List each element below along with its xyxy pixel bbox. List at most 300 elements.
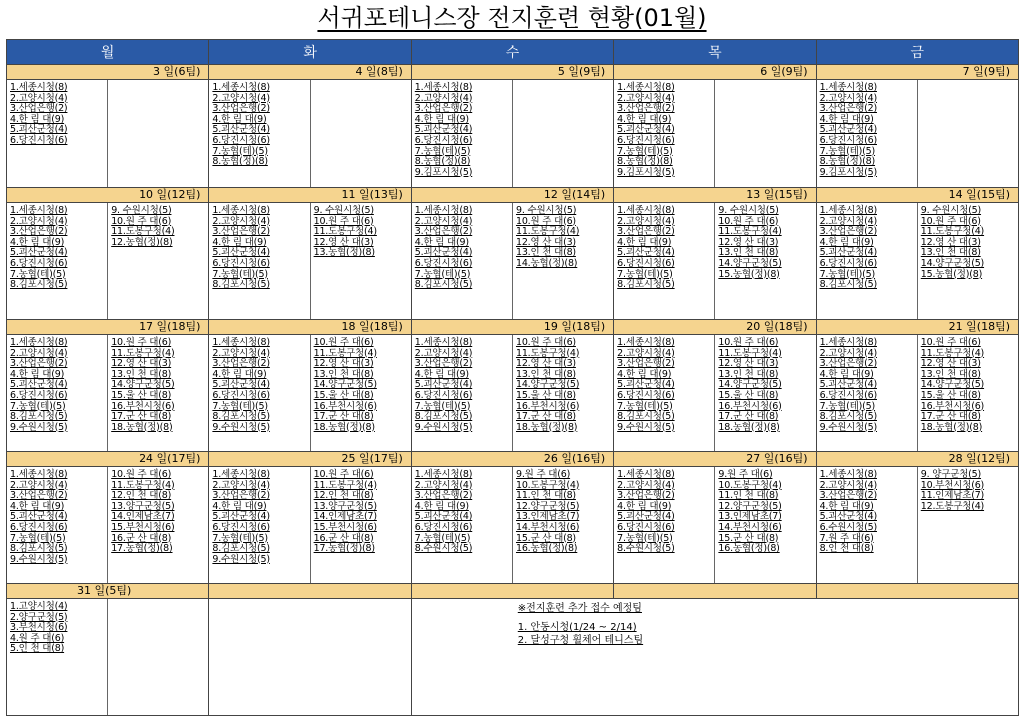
team-entry: 14.양구군청(5) — [718, 257, 782, 269]
day-cell — [7, 80, 209, 188]
team-entry: 18.농협(정)(8) — [920, 421, 983, 433]
team-entry: 8.김포시청(5) — [414, 411, 473, 423]
team-entry: 1.세종시청(8) — [414, 469, 473, 480]
team-entry: 14.인제남초(7) — [111, 511, 175, 523]
team-entry: 10.원 주 대(6) — [920, 215, 981, 227]
team-list-right — [715, 203, 815, 319]
team-entry: 1.세종시청(8) — [212, 337, 270, 348]
date-header-row — [7, 188, 1019, 203]
notice-block — [510, 599, 1018, 647]
notice-title: ※전지훈련 추가 접수 예정팀 — [517, 603, 642, 614]
team-entry: 16.농협(정)(8) — [718, 543, 780, 555]
team-entry: 1.세종시청(8) — [414, 205, 473, 216]
team-entry: 2.고양시청(4) — [10, 215, 68, 227]
team-entry: 15.울 산 대(8) — [111, 389, 172, 401]
team-entry: 7.농협(테)(5) — [819, 400, 876, 412]
team-entry: 9.수원시청(5) — [10, 421, 68, 433]
team-entry: 11.인 천 대(8) — [718, 490, 779, 502]
team-entry: 5.괴산군청(4) — [819, 379, 877, 391]
team-entry: 8.농협(정)(8) — [819, 156, 876, 168]
team-entry: 14.양구군청(5) — [111, 379, 175, 391]
team-entry: 10.도봉구청(4) — [718, 479, 782, 491]
day-cell — [614, 335, 816, 452]
team-entry: 2.고양시청(4) — [617, 92, 675, 104]
team-entry: 4.한 림 대(9) — [617, 500, 672, 512]
team-entry: 3.산업은행(2) — [617, 226, 675, 238]
team-entry: 12.양구군청(5) — [718, 500, 782, 512]
team-entry: 8.인 천 대(8) — [819, 543, 874, 555]
team-entry: 5.괴산군청(4) — [10, 379, 68, 391]
team-list-right — [918, 467, 1018, 583]
team-entry: 14.양구군청(5) — [313, 379, 377, 391]
date-header-row — [7, 584, 1019, 599]
teams-row — [7, 80, 1019, 188]
team-entry: 3.산업은행(2) — [10, 226, 68, 238]
day-date-label: 6 일(9팀) — [614, 65, 816, 80]
day-cell — [209, 80, 411, 188]
team-list-right — [108, 335, 208, 451]
team-entry: 13.인 천 대(8) — [313, 368, 374, 380]
day-cell — [411, 335, 613, 452]
team-entry: 4.한 림 대(9) — [617, 113, 672, 125]
team-entry: 4.한 림 대(9) — [414, 368, 469, 380]
team-entry: 4.한 림 대(9) — [10, 236, 65, 248]
teams-row — [7, 467, 1019, 584]
empty-date-label — [614, 584, 816, 599]
team-entry: 17.농협(정)(8) — [313, 543, 375, 555]
day-date-label: 11 일(13팀) — [209, 188, 411, 203]
team-entry: 1.세종시청(8) — [819, 82, 877, 93]
team-entry: 8.농협(정)(8) — [414, 156, 471, 168]
team-entry: 12.농협(정)(8) — [111, 236, 173, 248]
team-entry: 6.당진시청(6) — [414, 521, 473, 533]
team-list-left — [817, 203, 918, 319]
team-entry: 6.당진시청(6) — [414, 257, 473, 269]
team-entry: 15.울 산 대(8) — [920, 389, 981, 401]
team-entry: 3.산업은행(2) — [617, 358, 675, 370]
team-entry: 12.영 산 대(3) — [313, 358, 374, 370]
team-entry: 11.도봉구청(4) — [313, 479, 377, 491]
team-entry: 4.한 림 대(9) — [819, 236, 874, 248]
team-entry: 1.세종시청(8) — [414, 337, 473, 348]
team-entry: 4.한 림 대(9) — [819, 500, 874, 512]
team-list-left — [209, 80, 310, 187]
day-cell — [209, 335, 411, 452]
team-list-right — [513, 203, 613, 319]
team-entry: 15.부천시청(6) — [313, 521, 377, 533]
team-entry: 13.농협(정)(8) — [313, 247, 375, 259]
team-entry: 16.부천시청(6) — [111, 400, 175, 412]
team-entry: 2.고양시청(4) — [617, 215, 675, 227]
weekday-header: 금 — [816, 40, 1018, 65]
team-entry: 2.고양시청(4) — [10, 347, 68, 359]
empty-day-cell — [209, 599, 411, 716]
team-entry: 9.수원시청(5) — [819, 421, 877, 433]
team-entry: 2.고양시청(4) — [212, 92, 270, 104]
team-entry: 15.울 산 대(8) — [718, 389, 779, 401]
team-entry: 3.산업은행(2) — [212, 226, 270, 238]
empty-date-label — [816, 584, 1018, 599]
team-entry: 5.괴산군청(4) — [414, 511, 473, 523]
team-entry: 15.군 산 대(8) — [718, 532, 779, 544]
team-entry: 5.괴산군청(4) — [819, 247, 877, 259]
team-entry: 3.산업은행(2) — [414, 103, 473, 115]
team-entry: 7.농협(테)(5) — [414, 400, 471, 412]
team-entry: 12.도봉구청(4) — [920, 500, 985, 512]
team-entry: 6.당진시청(6) — [617, 521, 675, 533]
team-entry: 4.한 림 대(9) — [819, 368, 874, 380]
team-entry: 7.농협(테)(5) — [617, 268, 673, 280]
day-date-label: 13 일(15팀) — [614, 188, 816, 203]
team-entry: 1.세종시청(8) — [212, 205, 270, 216]
team-entry: 6.당진시청(6) — [10, 134, 68, 146]
team-entry: 9.수원시청(5) — [212, 553, 270, 565]
team-entry: 4.한 림 대(9) — [212, 500, 267, 512]
day-date-label: 19 일(18팀) — [411, 320, 613, 335]
team-entry: 3.산업은행(2) — [414, 358, 473, 370]
teams-row — [7, 335, 1019, 452]
team-entry: 12.영 산 대(3) — [718, 236, 779, 248]
team-entry: 7.농협(테)(5) — [10, 400, 66, 412]
team-entry: 11.인제남초(7) — [920, 490, 985, 502]
team-list-right — [108, 80, 208, 187]
team-entry: 18.농협(정)(8) — [111, 421, 173, 433]
team-list-left — [614, 80, 715, 187]
team-entry: 7.농협(테)(5) — [414, 145, 471, 157]
team-entry: 13.인제남초(7) — [718, 511, 782, 523]
team-list-left — [412, 467, 513, 583]
team-entry: 14.양구군청(5) — [718, 379, 782, 391]
team-entry: 1.세종시청(8) — [212, 82, 270, 93]
day-cell — [816, 203, 1018, 320]
day-cell — [816, 335, 1018, 452]
team-entry: 6.당진시청(6) — [212, 389, 270, 401]
team-entry: 5.괴산군청(4) — [212, 247, 270, 259]
team-entry: 7.농협(테)(5) — [819, 268, 876, 280]
page-title: 서귀포테니스장 전지훈련 현황(01월) — [317, 4, 707, 32]
day-date-label: 27 일(16팀) — [614, 452, 816, 467]
day-cell — [209, 203, 411, 320]
team-entry: 9.원 주 대(6) — [718, 469, 773, 480]
day-date-label: 5 일(9팀) — [411, 65, 613, 80]
team-entry: 13.인 천 대(8) — [920, 368, 981, 380]
team-entry: 10.원 주 대(6) — [111, 215, 172, 227]
team-entry: 9.수원시청(5) — [10, 553, 68, 565]
team-entry: 12.인 천 대(8) — [111, 490, 172, 502]
team-entry: 8.김포시청(5) — [819, 411, 877, 423]
team-entry: 3.산업은행(2) — [10, 490, 68, 502]
team-entry: 5.괴산군청(4) — [10, 247, 68, 259]
team-entry: 16.농협(정)(8) — [515, 543, 578, 555]
weekday-header: 월 — [7, 40, 209, 65]
team-entry: 4.한 림 대(9) — [414, 500, 469, 512]
team-entry: 7.농협(테)(5) — [617, 145, 673, 157]
day-date-label: 24 일(17팀) — [7, 452, 209, 467]
team-entry: 15.농협(정)(8) — [718, 268, 780, 280]
team-entry: 7.농협(테)(5) — [414, 532, 471, 544]
team-entry: 6.당진시청(6) — [10, 257, 68, 269]
team-entry: 14.양구군청(5) — [920, 257, 985, 269]
team-entry: 10.도봉구청(4) — [515, 479, 580, 491]
team-entry: 10.원 주 대(6) — [718, 337, 779, 348]
team-entry: 2.고양시청(4) — [414, 215, 473, 227]
team-entry: 16.부천시청(6) — [515, 400, 580, 412]
team-entry: 10.원 주 대(6) — [920, 337, 981, 348]
team-entry: 2.고양시청(4) — [819, 347, 877, 359]
team-entry: 17.군 산 대(8) — [920, 411, 981, 423]
team-entry: 6.당진시청(6) — [617, 257, 675, 269]
team-entry: 7.농협(테)(5) — [10, 532, 66, 544]
team-entry: 8.김포시청(5) — [10, 543, 68, 555]
day-cell — [614, 80, 816, 188]
weekday-header: 화 — [209, 40, 411, 65]
team-list-left — [209, 335, 310, 451]
team-entry: 18.농협(정)(8) — [515, 421, 578, 433]
team-entry: 5.괴산군청(4) — [10, 124, 68, 136]
team-entry: 4.한 림 대(9) — [819, 113, 874, 125]
team-entry: 14.양구군청(5) — [515, 379, 580, 391]
team-entry: 3.산업은행(2) — [212, 490, 270, 502]
weekday-header: 목 — [614, 40, 816, 65]
team-entry: 11.도봉구청(4) — [111, 347, 175, 359]
team-entry: 1.세종시청(8) — [617, 337, 675, 348]
team-entry: 12.영 산 대(3) — [515, 236, 576, 248]
day-cell — [816, 80, 1018, 188]
team-entry: 2.고양시청(4) — [819, 479, 877, 491]
team-entry: 8.김포시청(5) — [10, 279, 68, 291]
team-list-left — [7, 467, 108, 583]
day-date-label: 28 일(12팀) — [816, 452, 1018, 467]
day-cell — [7, 467, 209, 584]
team-entry: 9.수원시청(5) — [212, 421, 270, 433]
team-entry: 18.농협(정)(8) — [718, 421, 780, 433]
team-entry: 16.군 산 대(8) — [313, 532, 374, 544]
team-entry: 6.당진시청(6) — [819, 257, 877, 269]
team-entry: 12.영 산 대(3) — [718, 358, 779, 370]
team-entry: 10.원 주 대(6) — [313, 469, 374, 480]
team-entry: 14.인제남초(7) — [313, 511, 377, 523]
team-entry: 3.산업은행(2) — [819, 490, 877, 502]
team-entry: 11.도봉구청(4) — [111, 479, 175, 491]
team-list-left — [614, 203, 715, 319]
team-entry: 1.세종시청(8) — [617, 82, 675, 93]
team-entry: 13.인 천 대(8) — [718, 368, 779, 380]
team-entry: 16.부천시청(6) — [718, 400, 782, 412]
team-entry: 6.당진시청(6) — [10, 389, 68, 401]
team-entry: 6.당진시청(6) — [212, 521, 270, 533]
date-header-row — [7, 452, 1019, 467]
team-entry: 1.세종시청(8) — [819, 469, 877, 480]
team-entry: 8.김포시청(5) — [212, 411, 270, 423]
team-entry: 12.영 산 대(3) — [515, 358, 576, 370]
team-entry: 14.농협(정)(8) — [515, 257, 578, 269]
team-entry: 6.당진시청(6) — [617, 134, 675, 146]
team-entry: 11.도봉구청(4) — [920, 226, 985, 238]
team-entry: 16.부천시청(6) — [920, 400, 985, 412]
team-entry: 1.세종시청(8) — [617, 205, 675, 216]
team-entry: 12.영 산 대(3) — [920, 236, 981, 248]
team-entry: 17.군 산 대(8) — [718, 411, 779, 423]
team-list-left — [209, 467, 310, 583]
team-list-left — [412, 80, 513, 187]
team-entry: 5.괴산군청(4) — [10, 511, 68, 523]
day-date-label: 21 일(18팀) — [816, 320, 1018, 335]
team-list-right — [311, 203, 411, 319]
team-entry: 8.수원시청(5) — [414, 543, 473, 555]
team-entry: 16.군 산 대(8) — [111, 532, 172, 544]
team-entry: 4.한 림 대(9) — [10, 368, 65, 380]
team-entry: 11.도봉구청(4) — [313, 347, 377, 359]
team-entry: 3.산업은행(2) — [212, 103, 270, 115]
team-entry: 17.군 산 대(8) — [515, 411, 576, 423]
team-entry: 8.농협(정)(8) — [212, 156, 268, 168]
day-date-label: 20 일(18팀) — [614, 320, 816, 335]
team-entry: 14.양구군청(5) — [920, 379, 985, 391]
day-date-label: 4 일(8팀) — [209, 65, 411, 80]
team-entry: 13.인제남초(7) — [515, 511, 580, 523]
day-date-label: 31 일(5팀) — [7, 584, 209, 599]
team-entry: 5.괴산군청(4) — [212, 379, 270, 391]
team-entry: 13.인 천 대(8) — [515, 247, 576, 259]
team-entry: 4.한 림 대(9) — [10, 500, 65, 512]
team-list-right — [513, 335, 613, 451]
team-list-left — [209, 203, 310, 319]
notice-item: 2. 달성구청 휠체어 테니스팀 — [517, 635, 644, 646]
team-list-right — [513, 467, 613, 583]
day-cell — [411, 80, 613, 188]
team-entry: 12.영 산 대(3) — [313, 236, 374, 248]
team-list-right — [108, 599, 208, 715]
day-date-label: 3 일(6팀) — [7, 65, 209, 80]
team-entry: 7.농협(테)(5) — [212, 268, 268, 280]
team-list-right — [513, 80, 613, 187]
team-entry: 11.인 천 대(8) — [515, 490, 576, 502]
team-list-right — [311, 467, 411, 583]
team-entry: 4.한 림 대(9) — [617, 368, 672, 380]
team-list-left — [817, 467, 918, 583]
team-entry: 9.원 주 대(6) — [515, 469, 571, 480]
team-entry: 8.김포시청(5) — [617, 411, 675, 423]
day-cell — [7, 335, 209, 452]
team-entry: 5.괴산군청(4) — [414, 379, 473, 391]
team-entry: 1.세종시청(8) — [10, 205, 68, 216]
day-date-label: 26 일(16팀) — [411, 452, 613, 467]
team-entry: 10.원 주 대(6) — [515, 215, 576, 227]
team-entry: 6.당진시청(6) — [819, 389, 877, 401]
day-cell — [209, 467, 411, 584]
team-entry: 1.세종시청(8) — [10, 469, 68, 480]
team-list-left — [817, 80, 918, 187]
team-list-left — [7, 599, 108, 715]
team-entry: 2.고양시청(4) — [212, 215, 270, 227]
team-entry: 11.도봉구청(4) — [515, 226, 580, 238]
team-entry: 11.도봉구청(4) — [313, 226, 377, 238]
team-entry: 13.인 천 대(8) — [111, 368, 172, 380]
team-entry: 1.세종시청(8) — [414, 82, 473, 93]
team-entry: 6.당진시청(6) — [212, 134, 270, 146]
team-entry: 7.농협(테)(5) — [617, 400, 673, 412]
team-entry: 11.도봉구청(4) — [920, 347, 985, 359]
team-entry: 5.괴산군청(4) — [414, 247, 473, 259]
team-entry: 7.농협(테)(5) — [212, 532, 268, 544]
team-entry: 1.세종시청(8) — [819, 337, 877, 348]
team-entry: 5.괴산군청(4) — [819, 511, 877, 523]
team-entry: 8.김포시청(5) — [617, 279, 675, 291]
team-entry: 8.김포시청(5) — [414, 279, 473, 291]
day-cell — [614, 203, 816, 320]
team-entry: 1.세종시청(8) — [10, 82, 68, 93]
team-list-left — [614, 467, 715, 583]
team-entry: 14.부천시청(6) — [515, 521, 580, 533]
team-entry: 8.김포시청(5) — [10, 411, 68, 423]
team-entry: 2.고양시청(4) — [819, 92, 877, 104]
training-calendar — [6, 39, 1019, 716]
team-list-left — [412, 335, 513, 451]
day-cell — [411, 203, 613, 320]
empty-date-label — [411, 584, 613, 599]
team-entry: 17.농협(정)(8) — [111, 543, 173, 555]
team-entry: 9. 양구군청(5) — [920, 469, 982, 480]
date-header-row — [7, 320, 1019, 335]
team-entry: 8.농협(정)(8) — [617, 156, 673, 168]
team-entry: 9.수원시청(5) — [617, 421, 675, 433]
team-list-left — [412, 203, 513, 319]
team-entry: 2.고양시청(4) — [617, 347, 675, 359]
day-cell — [816, 467, 1018, 584]
team-entry: 11.도봉구청(4) — [718, 347, 782, 359]
team-list-right — [311, 80, 411, 187]
team-entry: 5.괴산군청(4) — [414, 124, 473, 136]
notice-item: 1. 안동시청(1/24 ~ 2/14) — [517, 622, 637, 633]
team-entry: 17.군 산 대(8) — [111, 411, 172, 423]
team-entry: 7.농협(테)(5) — [212, 400, 268, 412]
team-entry: 3.산업은행(2) — [212, 358, 270, 370]
team-entry: 3.산업은행(2) — [819, 103, 877, 115]
team-entry: 4.한 림 대(9) — [212, 113, 267, 125]
team-entry: 2.고양시청(4) — [617, 479, 675, 491]
day-cell — [7, 203, 209, 320]
team-entry: 10.원 주 대(6) — [111, 337, 172, 348]
team-entry: 7.농협(테)(5) — [617, 532, 673, 544]
day-cell — [614, 467, 816, 584]
date-header-row — [7, 65, 1019, 80]
day-date-label: 12 일(14팀) — [411, 188, 613, 203]
team-entry: 15.울 산 대(8) — [313, 389, 374, 401]
team-entry: 3.부천시청(6) — [10, 622, 68, 634]
team-list-right — [715, 467, 815, 583]
team-list-left — [7, 203, 108, 319]
team-entry: 6.당진시청(6) — [617, 389, 675, 401]
team-entry: 5.괴산군청(4) — [617, 124, 675, 136]
team-entry: 6.수원시청(5) — [819, 521, 877, 533]
team-entry: 8.김포시청(5) — [212, 543, 270, 555]
team-entry: 9. 수원시청(5) — [718, 205, 779, 216]
team-entry: 2.고양시청(4) — [819, 215, 877, 227]
team-entry: 15.군 산 대(8) — [515, 532, 576, 544]
team-entry: 1.세종시청(8) — [617, 469, 675, 480]
team-entry: 13.양구군청(5) — [111, 500, 175, 512]
team-entry: 13.인 천 대(8) — [920, 247, 981, 259]
day-date-label: 17 일(18팀) — [7, 320, 209, 335]
team-entry: 8.김포시청(5) — [819, 279, 877, 291]
team-entry: 16.부천시청(6) — [313, 400, 377, 412]
day-cell — [411, 467, 613, 584]
team-entry: 3.산업은행(2) — [10, 358, 68, 370]
team-entry: 3.산업은행(2) — [10, 103, 68, 115]
team-entry: 3.산업은행(2) — [617, 490, 675, 502]
teams-row — [7, 599, 1019, 716]
day-date-label: 25 일(17팀) — [209, 452, 411, 467]
